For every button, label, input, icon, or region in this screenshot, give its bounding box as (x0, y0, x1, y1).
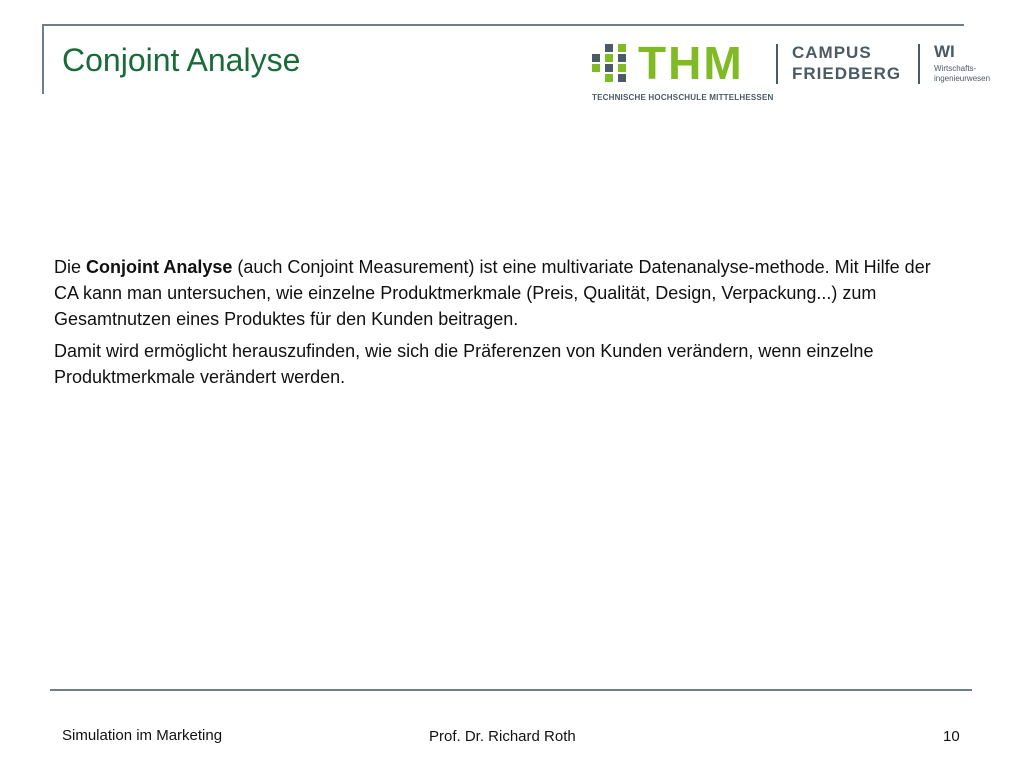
thm-grid-icon (592, 44, 626, 82)
body-paragraph-2: Damit wird ermöglicht herauszufinden, wie sich die Präferenzen von Kunden verändern, wenn einzelne Produktmerkmale verändert werden. (54, 341, 874, 387)
logo-divider (776, 44, 778, 84)
page-number: 10 (943, 728, 960, 745)
campus-name (792, 42, 901, 84)
department-abbrev: WI (934, 42, 955, 61)
footer-rule (50, 689, 972, 691)
header-rule (42, 24, 964, 26)
paragraph-1-rest: (auch Conjoint Measurement) ist eine multivariate Datenanalyse-methode. Mit Hilfe der CA kann man untersuchen, wie einzelne Produktmerkmale (Preis, Qualität, Design, Verpackung...) zum Gesamtnutzen eines Produktes für den Kunden beitragen. (54, 257, 931, 329)
campus-line-1: CAMPUS (792, 43, 872, 62)
footer-author: Prof. Dr. Richard Roth (429, 728, 576, 745)
slide-title: Conjoint Analyse (62, 42, 301, 78)
thm-logo (590, 37, 1000, 106)
body-paragraph-1 (54, 254, 954, 332)
header-left-rule (42, 24, 44, 94)
thm-wordmark: THM (638, 37, 744, 89)
paragraph-1-term: Conjoint Analyse (86, 257, 233, 277)
footer-course: Simulation im Marketing (62, 727, 223, 744)
logo-tagline: TECHNISCHE HOCHSCHULE MITTELHESSEN (592, 93, 774, 102)
department-name: Wirtschafts- ingenieurwesen (934, 64, 991, 83)
paragraph-1-lead: Die (54, 257, 87, 277)
logo-divider-2 (918, 44, 920, 84)
slide-body (54, 254, 954, 396)
campus-line-2: FRIEDBERG (792, 64, 902, 83)
